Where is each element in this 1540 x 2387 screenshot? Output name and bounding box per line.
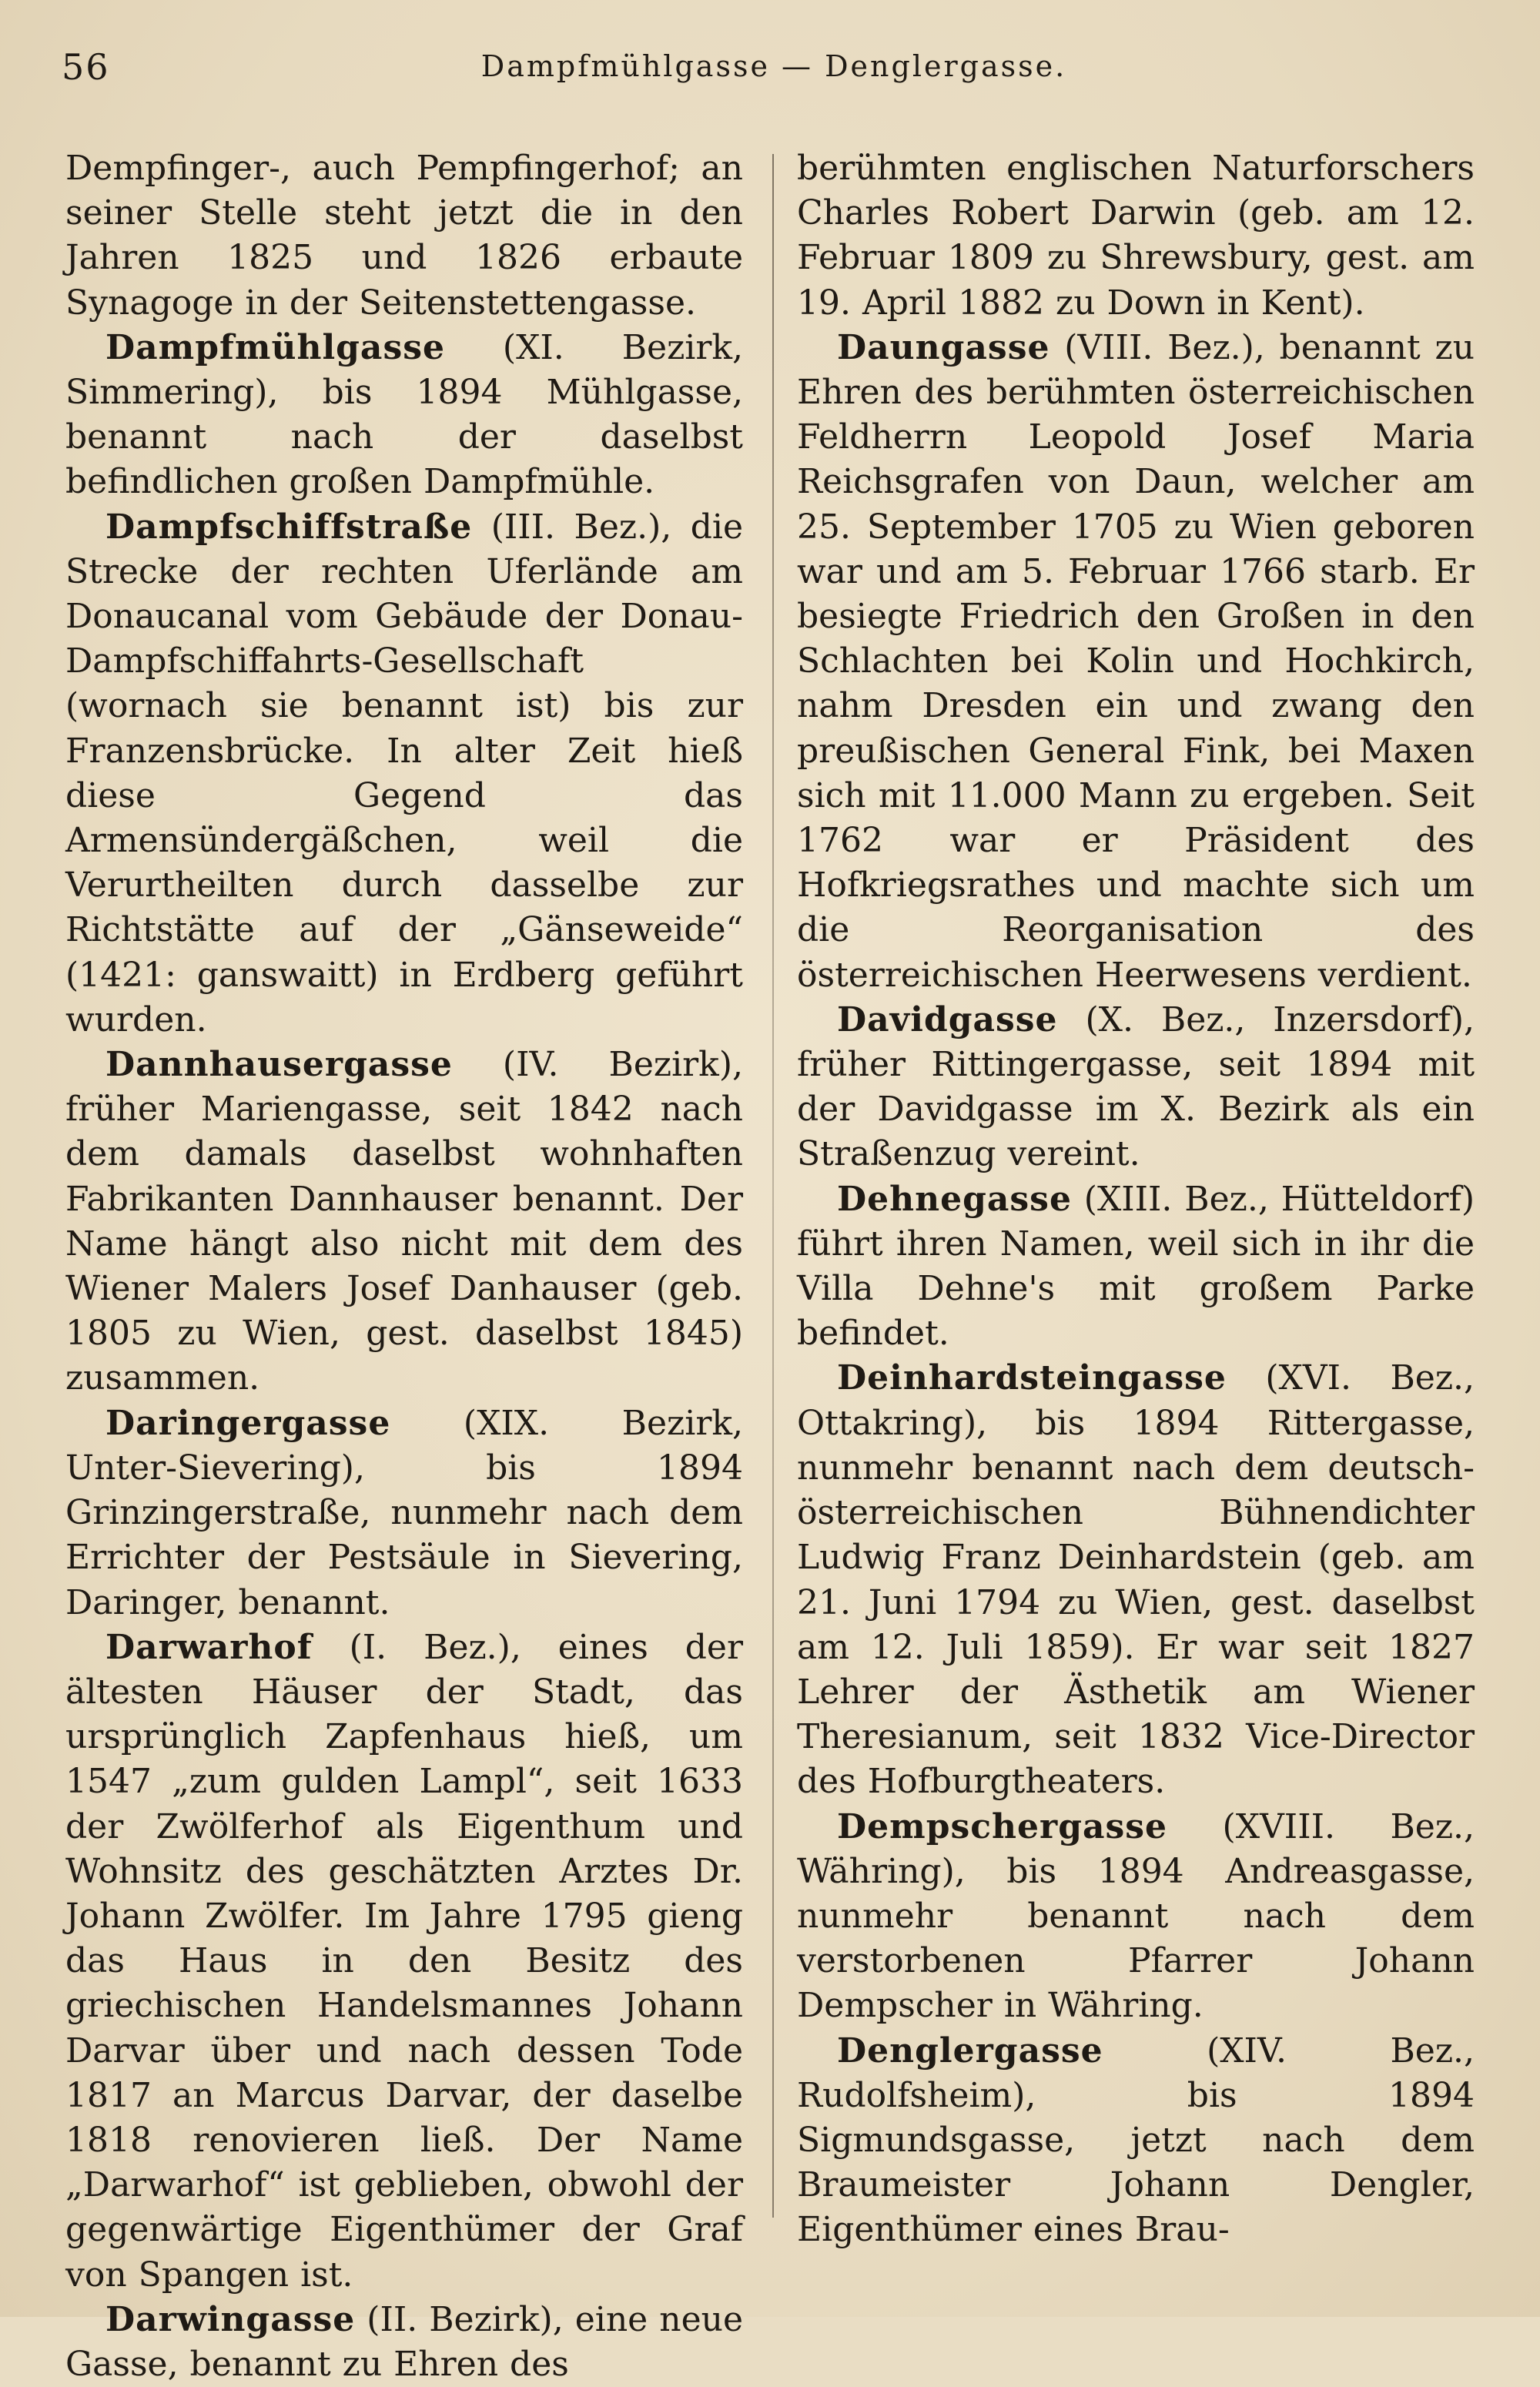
entry-term: Denglergasse <box>837 2030 1103 2071</box>
entry-text: (XIX. Bezirk, Unter-Sievering), bis 1894 Grinzingerstraße, nunmehr nach dem Errichter der Pestsäule in Sievering, Daringer, benannt. <box>65 1403 743 1622</box>
entry-text: berühmten englischen Naturforschers Charles Robert Darwin (geb. am 12. Februar 1809 zu Shrewsbury, gest. am 19. April 1882 zu Down in Kent). <box>797 149 1475 323</box>
entry-dampfmuehlgasse <box>65 326 743 505</box>
entry-darwarhof <box>65 1625 743 2298</box>
left-column <box>65 146 743 2387</box>
entry-denglergasse <box>797 2029 1475 2253</box>
entry-text: (XIV. Bez., Rudolfsheim), bis 1894 Sigmundsgasse, jetzt nach dem Braumeister Johann Dengler, Eigenthümer eines Brau- <box>797 2030 1475 2250</box>
page-header <box>62 46 1486 100</box>
entry-term: Davidgasse <box>837 999 1058 1040</box>
entry-term: Dampfschiffstraße <box>105 507 473 547</box>
entry-darwingasse <box>65 2298 743 2387</box>
running-title: Dampfmühlgasse — Denglergasse. <box>480 49 1067 83</box>
entry-term: Dampfmühlgasse <box>105 327 445 367</box>
entry-term: Daungasse <box>837 327 1050 367</box>
entry-text: (XIII. Bez., Hütteldorf) führt ihren Namen, weil sich in ihr die Villa Dehne's mit großem Parke befindet. <box>797 1179 1475 1354</box>
entry-text: (XVI. Bez., Ottakring), bis 1894 Rittergasse, nunmehr benannt nach dem deutsch-österreichischen Bühnendichter Ludwig Franz Deinhardstein (geb. am 21. Juni 1794 zu Wien, gest. daselbst am 12. Juli 1859). Er war seit 1827 Lehrer der Ästhetik am Wiener Theresianum, seit 1832 Vice-Director des Hofburgtheaters. <box>797 1358 1475 1802</box>
entry-term: Darwingasse <box>105 2299 356 2339</box>
entry-text: (XVIII. Bez., Währing), bis 1894 Andreasgasse, nunmehr benannt nach dem verstorbenen Pfarrer Johann Dempscher in Währing. <box>797 1806 1475 2026</box>
page-number: 56 <box>62 46 110 88</box>
entry-text: (IV. Bezirk), früher Mariengasse, seit 1842 nach dem damals daselbst wohnhaften Fabrikanten Dannhauser benannt. Der Name hängt also nicht mit dem des Wiener Malers Josef Danhauser (geb. 1805 zu Wien, gest. daselbst 1845) zusammen. <box>65 1045 743 1398</box>
entry-dempschergasse <box>797 1805 1475 2029</box>
entry-term: Daringergasse <box>105 1403 391 1443</box>
entry-text: Dempfinger-, auch Pempfingerhof; an seiner Stelle steht jetzt die in den Jahren 1825 und 1826 erbaute Synagoge in der Seitenstettengasse. <box>65 149 743 323</box>
continued-entry <box>65 146 743 326</box>
entry-term: Darwarhof <box>105 1627 313 1667</box>
entry-davidgasse <box>797 998 1475 1177</box>
continued-entry <box>797 146 1475 326</box>
entry-text: (XI. Bezirk, Simmering), bis 1894 Mühlgasse, benannt nach der daselbst befindlichen großen Dampfmühle. <box>65 327 743 502</box>
entry-text: (III. Bez.), die Strecke der rechten Uferlände am Donaucanal vom Gebäude der Donau-Dampfschiffahrts-Gesellschaft (wornach sie benannt ist) bis zur Franzensbrücke. In alter Zeit hieß diese Gegend das Armensündergäßchen, weil die Verurtheilten durch dasselbe zur Richtstätte auf der „Gänseweide“ (1421: ganswaitt) in Erdberg geführt wurden. <box>65 507 743 1040</box>
entry-term: Dannhausergasse <box>105 1045 453 1085</box>
entry-dannhausergasse <box>65 1043 743 1401</box>
entry-text: (I. Bez.), eines der ältesten Häuser der Stadt, das ursprünglich Zapfenhaus hieß, um 1547 „zum gulden Lampl“, seit 1633 der Zwölferhof als Eigenthum und Wohnsitz des geschätzten Arztes Dr. Johann Zwölfer. Im Jahre 1795 gieng das Haus in den Besitz des griechischen Handelsmannes Johann Darvar über und nach dessen Tode 1817 an Marcus Darvar, der daselbe 1818 renovieren ließ. Der Name „Darwarhof“ ist geblieben, obwohl der gegenwärtige Eigenthümer der Graf von Spangen ist. <box>65 1627 743 2295</box>
entry-text: (II. Bezirk), eine neue Gasse, benannt zu Ehren des <box>65 2299 743 2384</box>
entry-text: (X. Bez., Inzersdorf), früher Rittingergasse, seit 1894 mit der Davidgasse im X. Bezirk als ein Straßenzug vereint. <box>797 999 1475 1174</box>
entry-term: Dehnegasse <box>837 1179 1072 1219</box>
entry-daringergasse <box>65 1401 743 1625</box>
entry-text: (VIII. Bez.), benannt zu Ehren des berühmten österreichischen Feldherrn Leopold Josef Maria Reichsgrafen von Daun, welcher am 25. September 1705 zu Wien geboren war und am 5. Februar 1766 starb. Er besiegte Friedrich den Großen in den Schlachten bei Kolin und Hochkirch, nahm Dresden ein und zwang den preußischen General Fink, bei Maxen sich mit 11.000 Mann zu ergeben. Seit 1762 war er Präsident des Hofkriegsrathes und machte sich um die Reorganisation des österreichischen Heerwesens verdient. <box>797 327 1475 995</box>
entry-dampfschiffstrasse <box>65 505 743 1043</box>
column-divider <box>772 154 774 2218</box>
entry-dehnegasse <box>797 1177 1475 1357</box>
entry-term: Deinhardsteingasse <box>837 1358 1227 1398</box>
right-column <box>797 146 1475 2253</box>
entry-daungasse <box>797 326 1475 998</box>
entry-term: Dempschergasse <box>837 1806 1168 1846</box>
entry-deinhardsteingasse <box>797 1356 1475 1804</box>
